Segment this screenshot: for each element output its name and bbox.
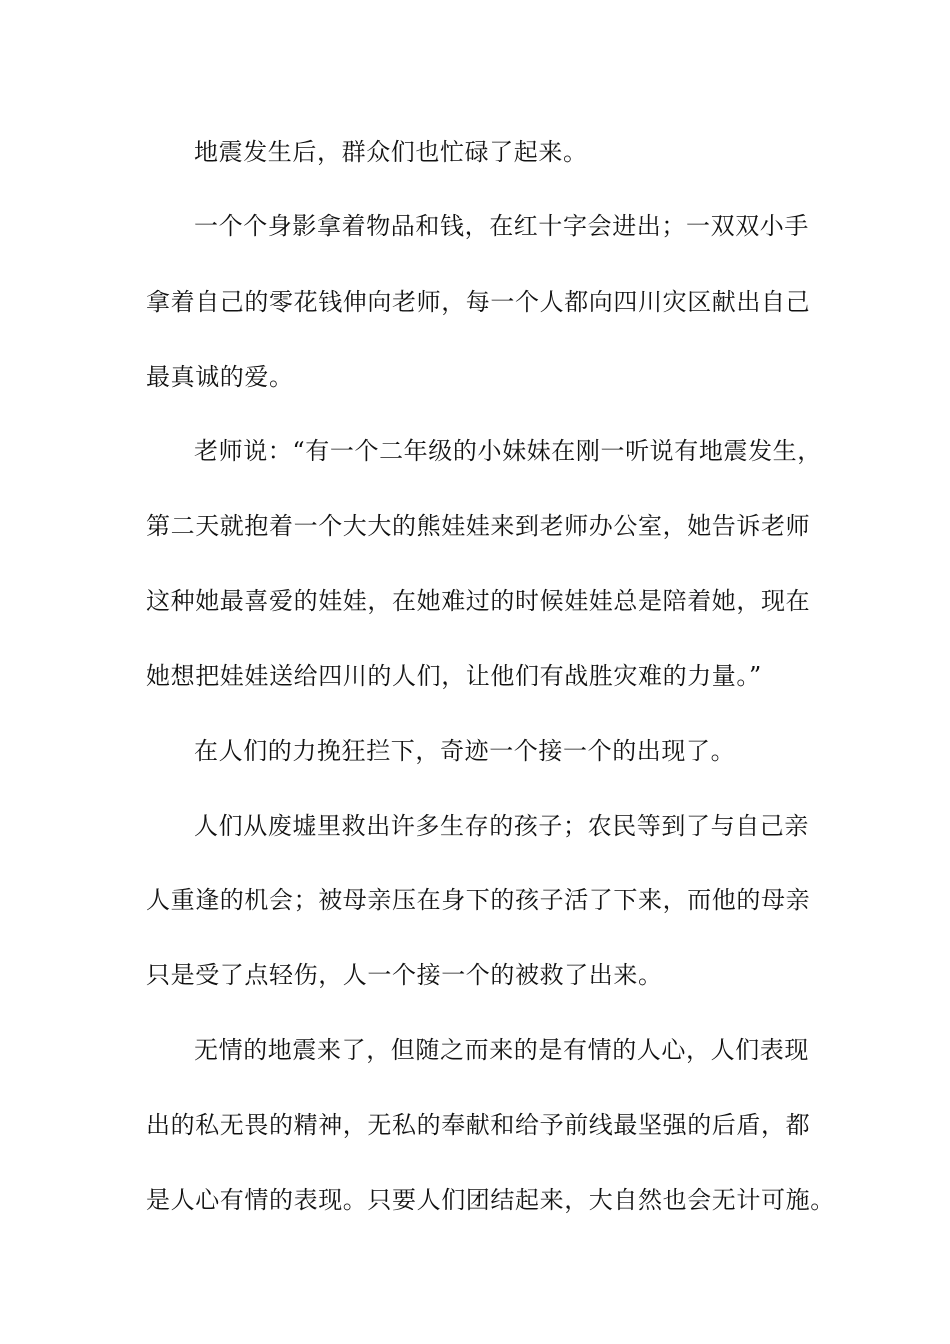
- paragraph-6-line-1: 无情的地震来了，但随之而来的是有情的人心，人们表现: [194, 1036, 809, 1064]
- paragraph-3-line-4: 她想把娃娃送给四川的人们，让他们有战胜灾难的力量。”: [146, 662, 762, 690]
- paragraph-1-line-1: 地震发生后，群众们也忙碌了起来。: [194, 138, 588, 166]
- paragraph-2-line-1: 一个个身影拿着物品和钱，在红十字会进出；一双双小手: [194, 212, 809, 240]
- paragraph-2-line-2: 拿着自己的零花钱伸向老师，每一个人都向四川灾区献出自己: [146, 288, 811, 316]
- paragraph-5-line-1: 人们从废墟里救出许多生存的孩子；农民等到了与自己亲: [194, 812, 809, 840]
- paragraph-2-line-3: 最真诚的爱。: [146, 363, 294, 391]
- paragraph-3-line-2: 第二天就抱着一个大大的熊娃娃来到老师办公室，她告诉老师: [146, 512, 811, 540]
- paragraph-4-line-1: 在人们的力挽狂拦下，奇迹一个接一个的出现了。: [194, 737, 736, 765]
- paragraph-5-line-2: 人重逢的机会；被母亲压在身下的孩子活了下来，而他的母亲: [146, 886, 811, 914]
- paragraph-5-line-3: 只是受了点轻伤，人一个接一个的被救了出来。: [146, 961, 663, 989]
- paragraph-6-line-3: 是人心有情的表现。只要人们团结起来，大自然也会无计可施。: [146, 1186, 835, 1214]
- paragraph-6-line-2: 出的私无畏的精神，无私的奉献和给予前线最坚强的后盾，都: [146, 1111, 811, 1139]
- paragraph-3-line-3: 这种她最喜爱的娃娃，在她难过的时候娃娃总是陪着她，现在: [146, 587, 811, 615]
- paragraph-3-line-1: 老师说：“有一个二年级的小妹妹在刚一听说有地震发生，: [194, 437, 822, 465]
